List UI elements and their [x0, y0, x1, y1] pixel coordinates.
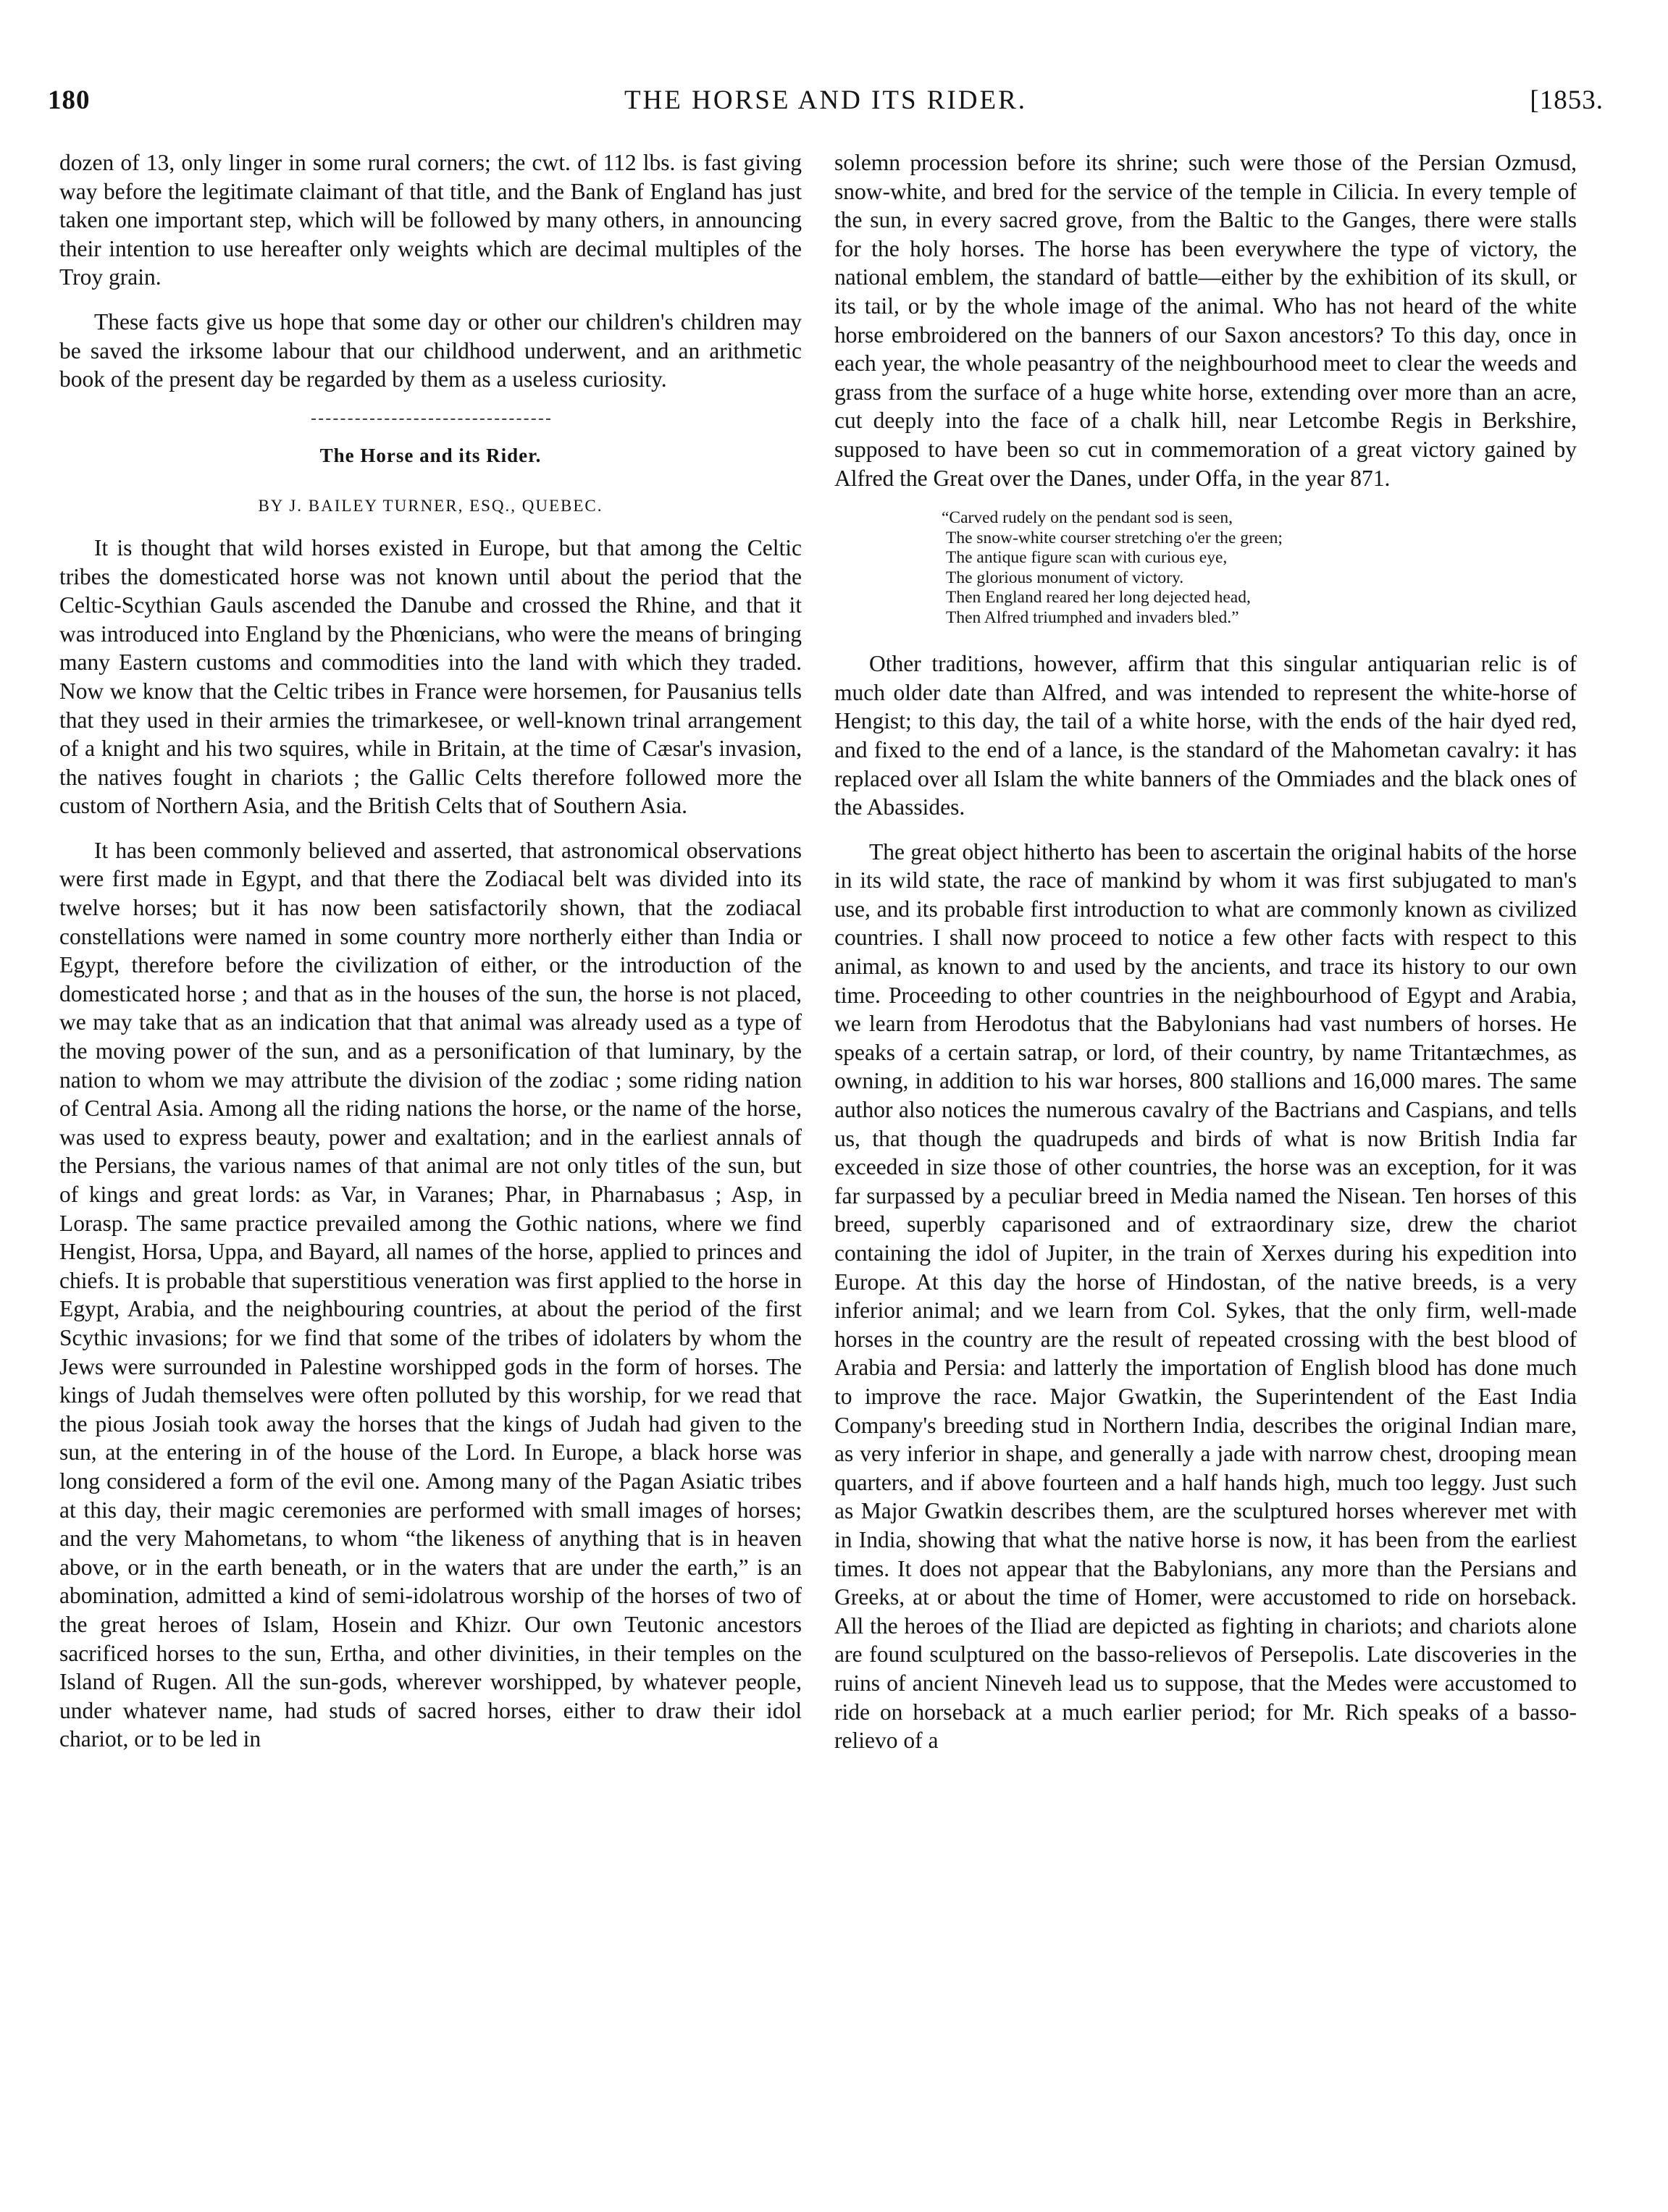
paragraph: It has been commonly believed and asserted, that astronomical observations were first made in Egypt, and that there the Zodiacal belt was divided into its twelve horses; but it has now been satisfactorily shown, that the zodiacal constellations were named in some country more northerly either than India or Egypt, therefore before the civilization of either, or the introduction of the domesticated horse ; and that as in the houses of the sun, the horse is not placed, we may take that as an indication that that animal was already used as a type of the moving power of the sun, and as a personification of that luminary, by the nation to whom we may attribute the division of the zodiac ; some riding nation of Central Asia. Among all the riding nations the horse, or the name of the horse, was used to express beauty, power and exaltation; and in the earliest annals of the Persians, the various names of that animal are not only titles of the sun, but of kings and great lords: as Var, in Varanes; Phar, in Pharnabasus ; Asp, in Lorasp. The same practice prevailed among the Gothic nations, where we find Hengist, Horsa, Uppa, and Bayard, all names of the horse, applied to princes and chiefs. It is probable that superstitious veneration was first applied to the horse in Egypt, Arabia, and the neighbouring countries, at about the period of the first Scythic invasions; for we find that some of the tribes of idolaters by whom the Jews were surrounded in Palestine worshipped gods in the form of horses. The kings of Judah themselves were often polluted by this worship, for we read that the pious Josiah took away the horses that the kings of Judah had given to the sun, at the entering in of the house of the Lord. In Europe, a black horse was long considered a form of the evil one. Among many of the Pagan Asiatic tribes at this day, their magic ceremonies are performed with small images of horses; and the very Mahometans, to whom “the likeness of anything that is in heaven above, or in the earth beneath, or in the waters that are under the earth,” is an abomination, admitted a kind of semi-idolatrous worship of the horses of two of the great heroes of Islam, Hosein and Khizr. Our own Teutonic ancestors sacrificed horses to the sun, Ertha, and other divinities, in their temples on the Island of Rugen. All the sun-gods, wherever worshipped, by whatever people, under whatever name, had studs of sacred horses, either to draw their idol chariot, or to be led in — [59, 837, 802, 1752]
article-title: The Horse and its Rider. — [319, 444, 542, 466]
paragraph: It is thought that wild horses existed in Europe, but that among the Celtic tribes the domesticated horse was not known until about the period that the Celtic-Scythian Gauls ascended the Danube and crossed the Rhine, and that it was introduced into England by the Phœnicians, who were the means of bringing many Eastern customs and commodities into the land with which they traded. Now we know that the Celtic tribes in France were horsemen, for Pausanius tells that they used in their armies the trimarkesee, or well-known trinal arrangement of a knight and his two squires, while in Britain, at the time of Cæsar's invasion, the natives fought in chariots ; the Gallic Celts therefore followed more the custom of Northern Asia, and the British Celts that of Southern Asia. — [59, 534, 802, 819]
poem-line: The snow-white courser stretching o'er the green; — [946, 528, 1283, 547]
section-divider — [311, 419, 550, 420]
right-column — [834, 148, 1577, 1771]
paragraph: dozen of 13, only linger in some rural corners; the cwt. of 112 lbs. is fast giving way before the legitimate claimant of that title, and the Bank of England has just taken one important step, which will be followed by many others, in announcing their intention to use hereafter only weights which are decimal multiples of the Troy grain. — [59, 150, 802, 290]
poem-line: The glorious monument of victory. — [946, 568, 1184, 587]
paragraph: solemn procession before its shrine; such were those of the Persian Ozmusd, snow-white, and bred for the service of the temple in Cilicia. In every temple of the sun, in every sacred grove, from the Baltic to the Ganges, there were stalls for the holy horses. The horse has been everywhere the type of victory, the national emblem, the standard of battle—either by the exhibition of its skull, or its tail, or by the whole image of the animal. Who has not heard of the white horse embroidered on the banners of our Saxon ancestors? To this day, once in each year, the whole peasantry of the neighbourhood meet to clear the weeds and grass from the surface of a huge white horse, extending over more than an acre, cut deeply into the face of a chalk hill, near Letcombe Regis in Berkshire, supposed to have been so cut in commemoration of a great victory gained by Alfred the Great over the Danes, under Offa, in the year 871. — [834, 150, 1577, 491]
left-column — [59, 148, 802, 1770]
poem-line: Then Alfred triumphed and invaders bled.” — [946, 607, 1239, 627]
poem-line: “Carved rudely on the pendant sod is seen, — [942, 508, 1233, 528]
page-number: 180 — [48, 85, 91, 115]
poem-quote — [942, 508, 1577, 628]
article-byline: BY J. BAILEY TURNER, ESQ., QUEBEC. — [258, 497, 603, 516]
paragraph: Other traditions, however, affirm that this singular antiquarian relic is of much older date than Alfred, and was intended to represent the white-horse of Hengist; to this day, the tail of a white horse, with the ends of the hair dyed red, and fixed to the end of a lance, is the standard of the Mahometan cavalry: it has replaced over all Islam the white banners of the Ommiades and the black ones of the Abassides. — [834, 651, 1577, 820]
poem-line: Then England reared her long dejected head, — [946, 588, 1251, 607]
paragraph: These facts give us hope that some day or other our children's children may be saved the irksome labour that our childhood underwent, and an arithmetic book of the present day be regarded by them as a useless curiosity. — [59, 308, 802, 392]
poem-line: The antique figure scan with curious eye, — [946, 548, 1228, 568]
header-year: [1853. — [1530, 85, 1604, 115]
paragraph: The great object hitherto has been to ascertain the original habits of the horse in its wild state, the race of mankind by whom it was first subjugated to man's use, and its probable first introduction to what are commonly known as civilized countries. I shall now proceed to notice a few other facts with respect to this animal, as known to and used by the ancients, and trace its history to our own time. Proceeding to other countries in the neighbourhood of Egypt and Arabia, we learn from Herodotus that the Babylonians had vast numbers of horses. He speaks of a certain satrap, or lord, of their country, by name Tritantæchmes, as owning, in addition to his war horses, 800 stallions and 16,000 mares. The same author also notices the numerous cavalry of the Bactrians and Caspians, and tells us, that though the quadrupeds and birds of what is now British India far exceeded in size those of other countries, the horse was an exception, for it was far surpassed by a peculiar breed in Media named the Nisean. Ten horses of this breed, superbly caparisoned and of extraordinary size, drew the chariot containing the idol of Jupiter, in the train of Xerxes during his expedition into Europe. At this day the horse of Hindostan, of the native breeds, is a very inferior animal; and we learn from Col. Sykes, that the only firm, well-made horses in the country are the result of repeated crossing with the best blood of Arabia and Persia: and latterly the importation of English blood has done much to improve the race. Major Gwatkin, the Superintendent of the East India Company's breeding stud in Northern India, describes the original Indian mare, as very inferior in shape, and generally a jade with narrow chest, drooping mean quarters, and if above fourteen and a half hands high, much too leggy. Just such as Major Gwatkin describes them, are the sculptured horses wherever met with in India, showing that what the native horse is now, it has been from the earliest times. It does not appear that the Babylonians, any more than the Persians and Greeks, at or about the time of Homer, were accustomed to ride on horseback. All the heroes of the Iliad are depicted as fighting in chariots; and chariots alone are found sculptured on the basso-relievos of Persepolis. Late discoveries in the ruins of ancient Nineveh lead us to suppose, that the Medes were accustomed to ride on horseback at a much earlier period; for Mr. Rich speaks of a basso-relievo of a — [834, 838, 1577, 1754]
page-header — [48, 85, 1604, 128]
running-title: THE HORSE AND ITS RIDER. — [624, 85, 1028, 115]
